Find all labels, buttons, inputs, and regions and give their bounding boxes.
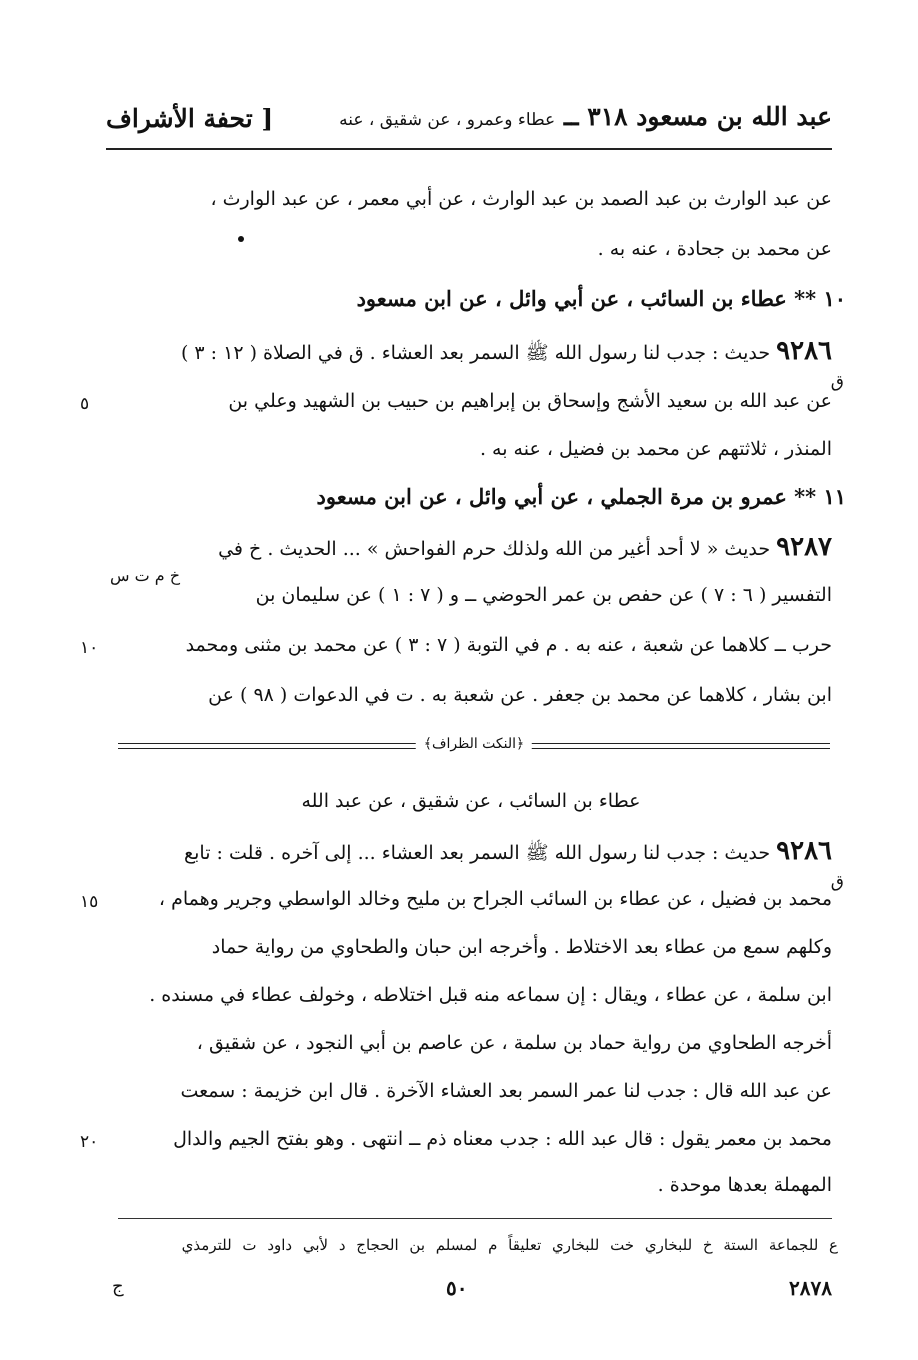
note-line — [110, 836, 832, 869]
header-rule — [106, 148, 832, 150]
note-line: عن عبد الله قال : جدب لنا عمر السمر بعد العشاء الآخرة . قال ابن خزيمة : سمعت — [180, 1080, 832, 1102]
hadith-text: حديث : جدب لنا رسول الله ﷺ السمر بعد العشاء . ق في الصلاة ( ١٢ : ٣ ) — [180, 342, 771, 364]
running-subtitle: عطاء وعمرو ، عن شقيق ، عنه — [339, 110, 556, 130]
notes-heading: عطاء بن السائب ، عن شقيق ، عن عبد الله — [301, 790, 641, 812]
text-line: ابن بشار ، كلاهما عن محمد بن جعفر . عن شعبة به . ت في الدعوات ( ٩٨ ) عن — [208, 684, 832, 706]
text-line: المنذر ، ثلاثتهم عن محمد بن فضيل ، عنه به . — [479, 438, 832, 460]
hadith-line — [110, 336, 832, 369]
hadith-number: ٩٢٨٦ — [776, 336, 832, 366]
line-number: ١٠ — [80, 638, 99, 658]
note-line: أخرجه الطحاوي من رواية حماد بن سلمة ، عن عاصم بن أبي النجود ، عن شقيق ، — [196, 1032, 832, 1054]
text-line: حرب ــ كلاهما عن شعبة ، عنه به . م في التوبة ( ٧ : ٣ ) عن محمد بن مثنى ومحمد — [185, 634, 832, 656]
hadith-text: حديث « لا أحد أغير من الله ولذلك حرم الفواحش » ... الحديث . خ في — [218, 538, 771, 560]
sigla-key: ع للجماعة الستة خ للبخاري خت للبخاري تعليقاً م لمسلم بن الحجاج د لأبي داود ت للترمذي — [181, 1236, 838, 1254]
note-line: المهملة بعدها موحدة . — [657, 1174, 832, 1196]
hadith-line — [110, 532, 832, 562]
text-line: عن عبد الله بن سعيد الأشج وإسحاق بن إبراهيم بن حبيب بن الشهيد وعلي بن — [228, 390, 832, 412]
note-line: محمد بن معمر يقول : قال عبد الله : جدب معناه ذم ــ انتهى . وهو بفتح الجيم والدال — [173, 1128, 832, 1150]
section-heading: ١٠ ** عطاء بن السائب ، عن أبي وائل ، عن ابن مسعود — [356, 286, 846, 311]
hadith-number: ٩٢٨٧ — [776, 532, 832, 562]
running-title: عبد الله بن مسعود ٣١٨ ــ — [563, 102, 832, 131]
text-line: عن محمد بن جحادة ، عنه به . — [597, 238, 832, 260]
margin-sigla: خ م ت س — [110, 566, 181, 585]
running-header-right — [339, 102, 832, 131]
book-title: [ تحفة الأشراف — [106, 104, 274, 133]
divider-label: ﴿النكت الظراف﴾ — [416, 736, 532, 752]
line-number: ٥ — [80, 394, 90, 414]
note-line: وكلهم سمع من عطاء بعد الاختلاط . وأخرجه ابن حبان والطحاوي من رواية حماد — [211, 936, 832, 958]
volume-page-number: ٢٨٧٨ — [789, 1276, 832, 1300]
text-line: عن عبد الوارث بن عبد الصمد بن عبد الوارث ، عن أبي معمر ، عن عبد الوارث ، — [210, 188, 832, 210]
note-line: محمد بن فضيل ، عن عطاء بن السائب الجراح بن مليح وخالد الواسطي وجرير وهمام ، — [158, 888, 832, 910]
margin-siglum: ق — [830, 372, 844, 392]
note-line: ابن سلمة ، عن عطاء ، ويقال : إن سماعه منه قبل اختلاطه ، وخولف عطاء في مسنده . — [149, 984, 832, 1006]
hadith-number: ٩٢٨٦ — [776, 836, 832, 866]
margin-siglum: ق — [830, 872, 844, 892]
section-divider — [118, 736, 830, 758]
signature-mark: ج — [112, 1276, 124, 1297]
section-heading: ١١ ** عمرو بن مرة الجملي ، عن أبي وائل ، عن ابن مسعود — [316, 484, 846, 509]
footer-rule — [118, 1218, 832, 1219]
ink-dot — [238, 236, 244, 242]
line-number: ٢٠ — [80, 1132, 99, 1152]
line-number: ١٥ — [80, 892, 99, 912]
page-number: ٥٠ — [446, 1276, 468, 1300]
text-line: التفسير ( ٦ : ٧ ) عن حفص بن عمر الحوضي ــ و ( ٧ : ١ ) عن سليمان بن — [255, 584, 832, 606]
note-text: حديث : جدب لنا رسول الله ﷺ السمر بعد العشاء ... إلى آخره . قلت : تابع — [184, 842, 771, 864]
